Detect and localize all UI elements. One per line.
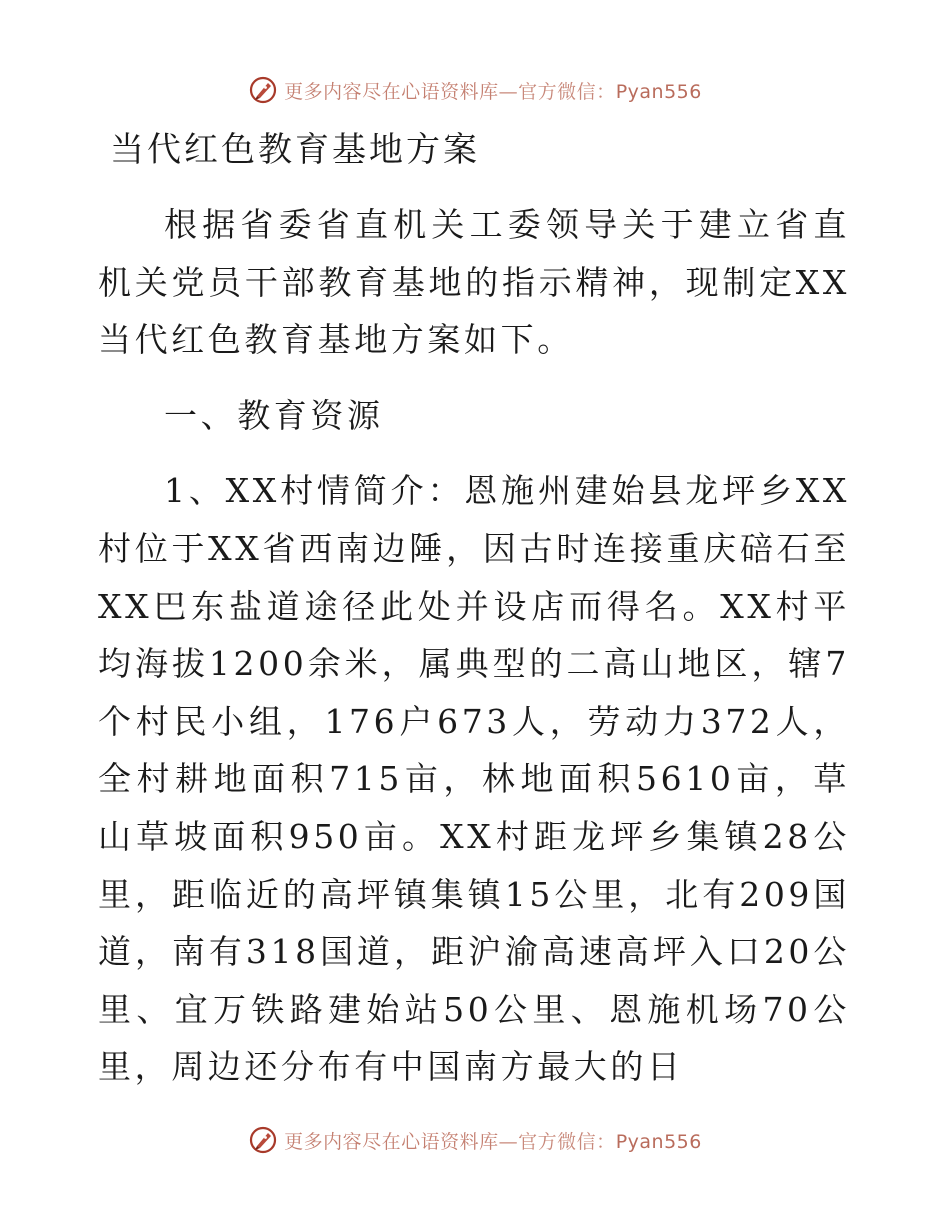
intro-paragraph: 根据省委省直机关工委领导关于建立省直机关党员干部教育基地的指示精神，现制定XX当代红色教育基地方案如下。 bbox=[98, 205, 850, 360]
footer-watermark bbox=[0, 1122, 950, 1158]
watermark-text bbox=[284, 77, 702, 104]
watermark-dash: — bbox=[498, 80, 519, 103]
watermark-account: Pyan556 bbox=[615, 1130, 702, 1153]
pen-nib-logo-icon bbox=[248, 75, 278, 105]
watermark-group bbox=[248, 1125, 702, 1155]
watermark-official-label: 官方微信： bbox=[518, 1130, 616, 1153]
document-body bbox=[98, 196, 850, 1096]
pen-nib-logo-icon bbox=[248, 1125, 278, 1155]
village-intro-paragraph: 1、XX村情简介：恩施州建始县龙坪乡XX村位于XX省西南边陲，因古时连接重庆碚石至XX巴东盐道途径此处并设店而得名。XX村平均海拔1200余米，属典型的二高山地区，辖7个村民小组，176户673人，劳动力372人，全村耕地面积715亩，林地面积5610亩，草山草坡面积950亩。XX村距龙坪乡集镇28公里，距临近的高坪镇集镇15公里，北有209国道，南有318国道，距沪渝高速高坪入口20公里、宜万铁路建始站50公里、恩施机场70公里，周边还分布有中国南方最大的日 bbox=[98, 471, 850, 1087]
document-title: 当代红色教育基地方案 bbox=[110, 130, 480, 170]
watermark-group bbox=[248, 75, 702, 105]
watermark-official-label: 官方微信： bbox=[518, 80, 616, 103]
watermark-account: Pyan556 bbox=[615, 80, 702, 103]
watermark-text bbox=[284, 1127, 702, 1154]
watermark-main-text: 更多内容尽在心语资料库 bbox=[284, 1130, 499, 1153]
watermark-dash: — bbox=[498, 1130, 519, 1153]
section-heading: 一、教育资源 bbox=[164, 395, 384, 435]
header-watermark bbox=[0, 72, 950, 108]
watermark-main-text: 更多内容尽在心语资料库 bbox=[284, 80, 499, 103]
